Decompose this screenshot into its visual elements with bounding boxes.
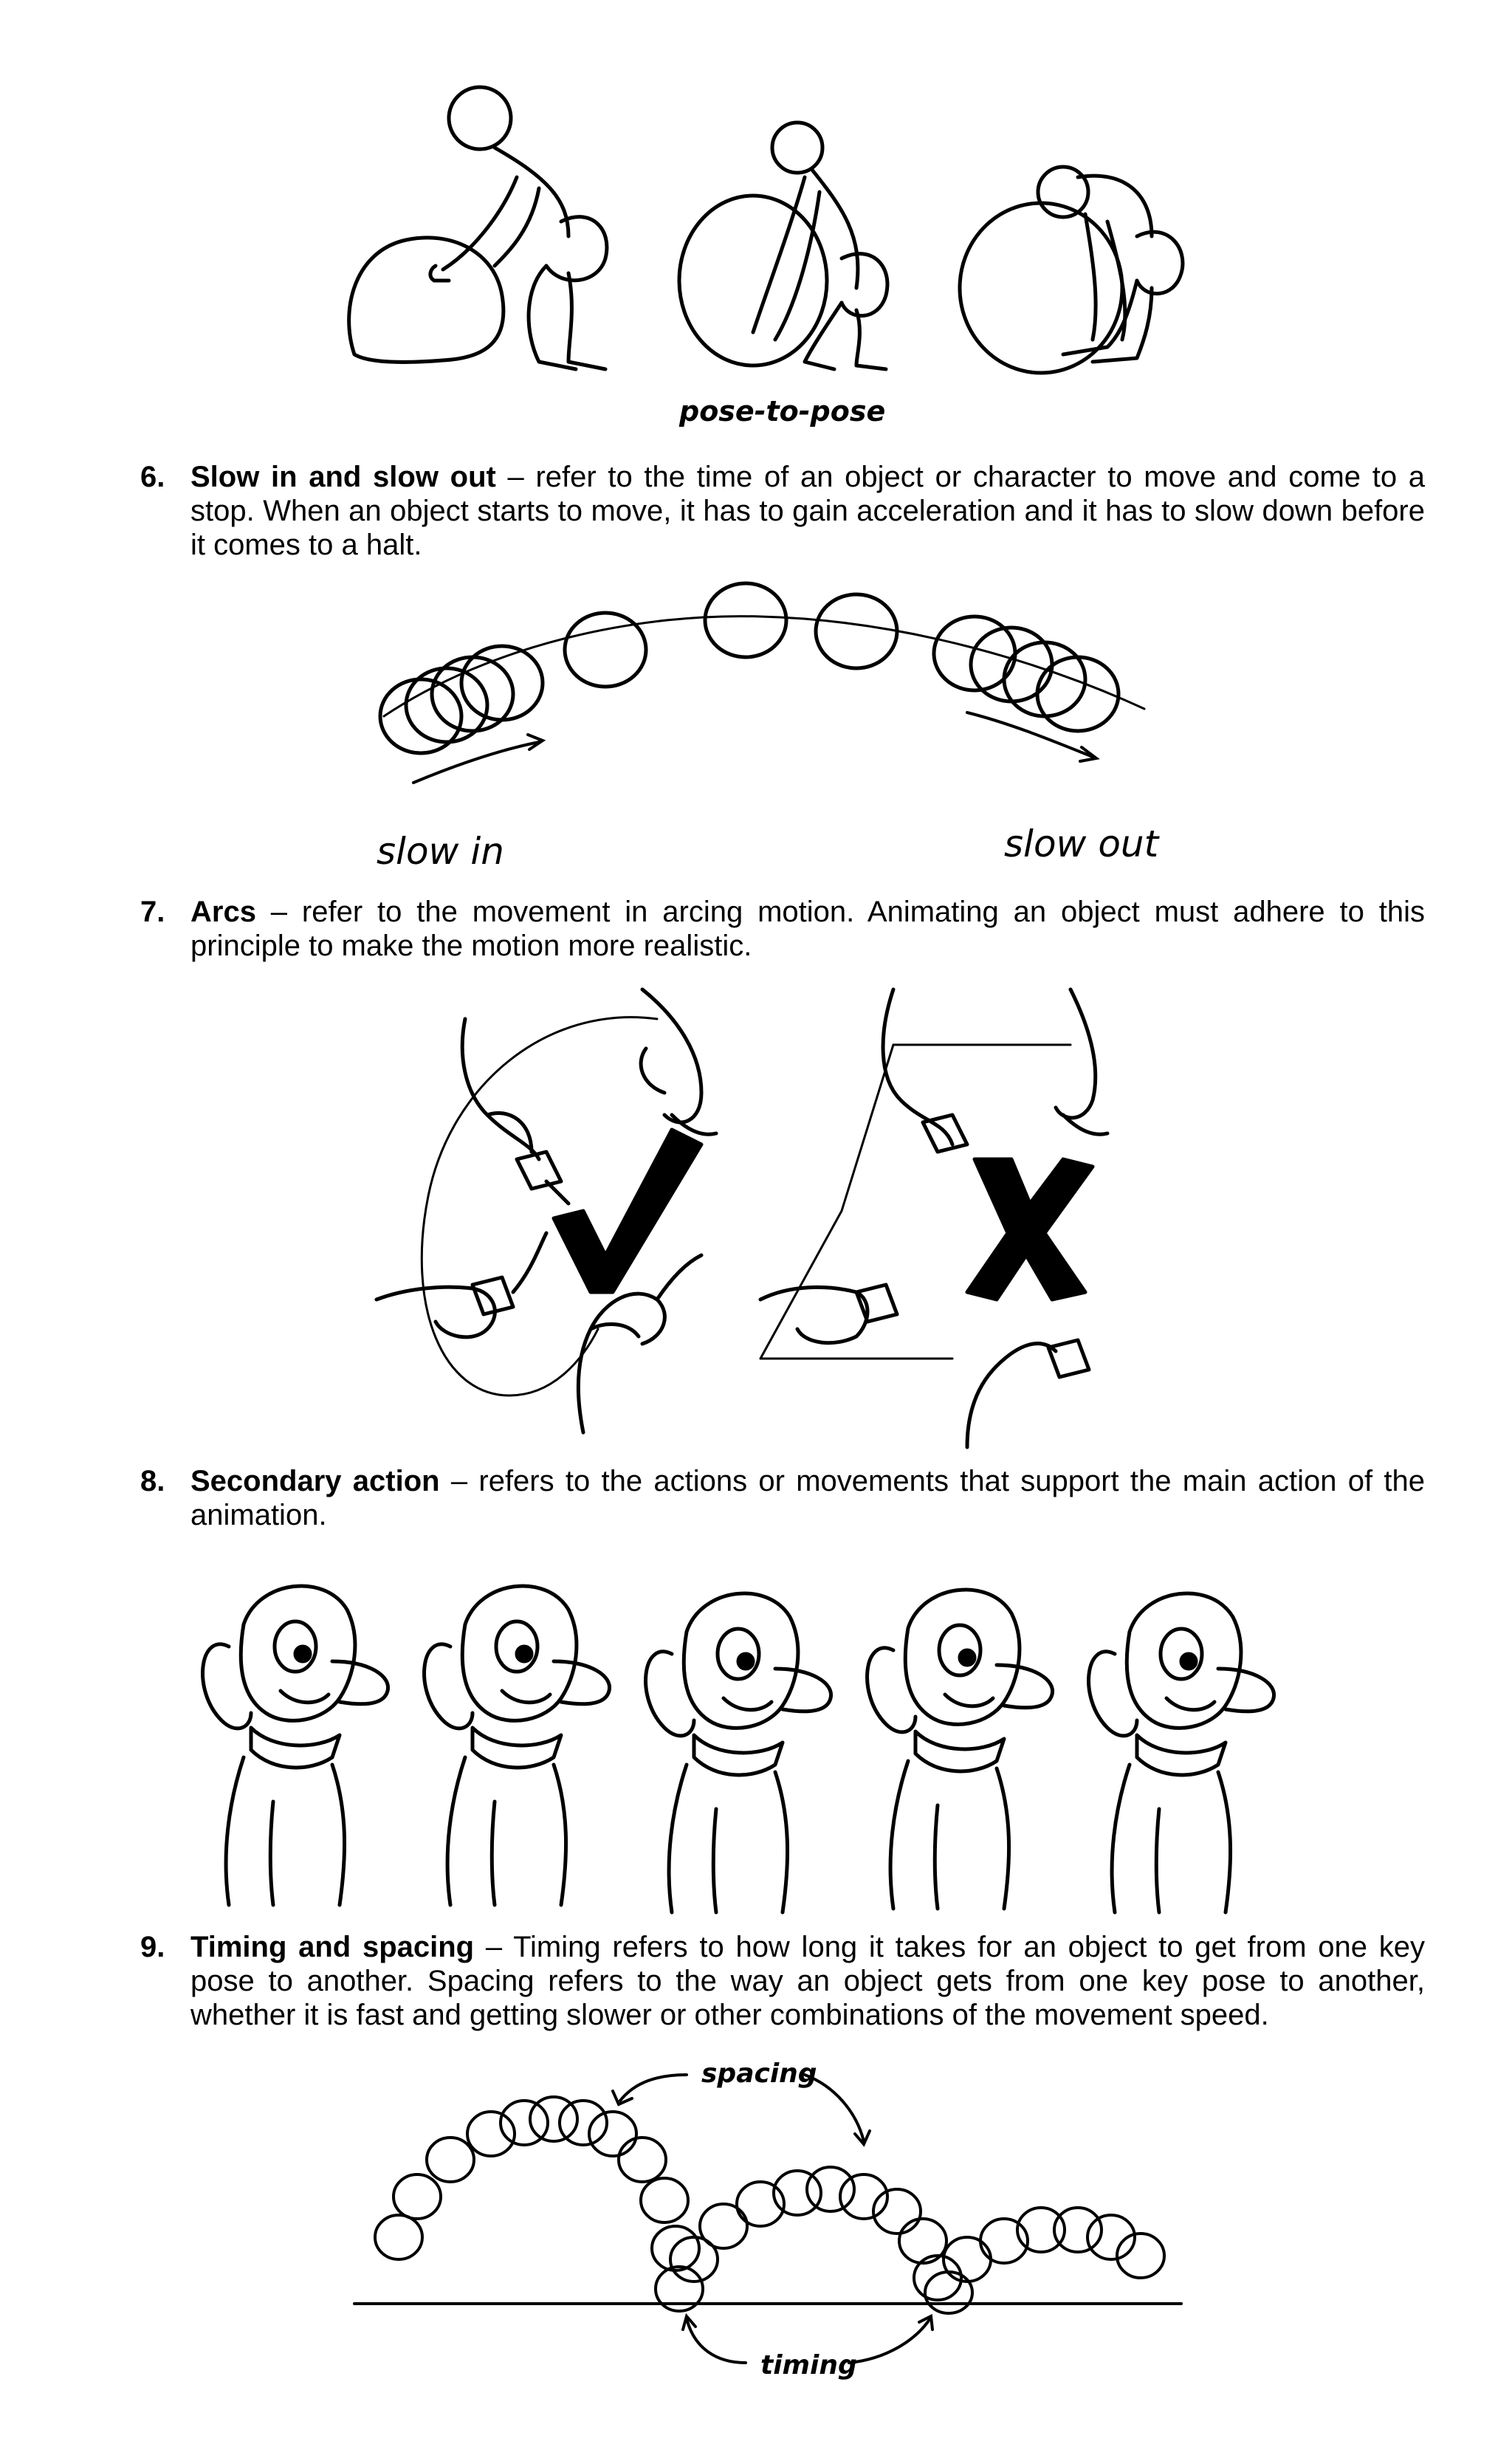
item-8-term: Secondary action: [190, 1465, 440, 1497]
item-8-number: 8.: [140, 1465, 165, 1497]
dog-frame-1: [203, 1586, 388, 1905]
pose-figure-3: [960, 167, 1183, 373]
pose-figure-1: [349, 87, 607, 369]
wrong-hand-1: [883, 989, 967, 1152]
item-9-term: Timing and spacing: [190, 1931, 475, 1963]
item-7-text: – refer to the movement in arcing motion. Animating an object must adhere to this principle to make the motion more realistic.: [190, 896, 1425, 962]
item-9-number: 9.: [140, 1931, 165, 1963]
slow-in-slow-out-illustration: [347, 569, 1203, 893]
pose-to-pose-illustration: [325, 66, 1240, 443]
spacing-label: spacing: [701, 2059, 817, 2089]
wrong-hand-2: [1056, 989, 1107, 1134]
timing-spacing-illustration: [347, 2045, 1196, 2414]
dog-frame-4: [867, 1590, 1053, 1909]
item-6-term: Slow in and slow out: [190, 461, 496, 493]
arc-hand-1: [462, 1019, 568, 1204]
wrong-hand-4: [967, 1340, 1089, 1447]
item-9: [140, 1930, 1425, 2032]
cross-mark-icon: [967, 1159, 1093, 1300]
timing-label: timing: [760, 2350, 857, 2380]
arc-hand-2: [641, 989, 716, 1134]
item-6-text: – refer to the time of an object or character to move and come to a stop. When an object starts to move, it has to gain acceleration and it has to slow down before it comes to a halt.: [190, 461, 1425, 561]
dog-frame-2: [425, 1586, 610, 1905]
item-7-term: Arcs: [190, 896, 256, 928]
slow-out-label: slow out: [1004, 823, 1159, 865]
pose-to-pose-caption: pose-to-pose: [679, 395, 886, 428]
arc-hand-3: [377, 1233, 546, 1337]
secondary-action-illustration: [185, 1551, 1336, 1920]
dog-frame-3: [646, 1593, 831, 1912]
slow-in-balls: [380, 583, 897, 753]
check-mark-icon: [554, 1130, 701, 1292]
dog-frame-5: [1089, 1593, 1274, 1912]
item-8-text: – refers to the actions or movements that support the main action of the animation.: [190, 1465, 1425, 1531]
slow-in-label: slow in: [377, 830, 504, 873]
item-9-text: – Timing refers to how long it takes for an object to get from one key pose to another. Spacing refers to the way an object gets from one key pose to another, whether it is fast and getting slower or other combinations of the movement speed.: [190, 1931, 1425, 2031]
item-7: [140, 895, 1425, 963]
item-8: [140, 1464, 1425, 1532]
slow-out-balls: [934, 617, 1118, 731]
item-7-number: 7.: [140, 896, 165, 928]
bounce-balls: [375, 2097, 1164, 2313]
item-6: [140, 460, 1425, 562]
pose-figure-2: [679, 123, 887, 369]
arcs-illustration: [362, 975, 1144, 1455]
item-6-number: 6.: [140, 461, 165, 493]
wrong-hand-3: [760, 1285, 897, 1343]
